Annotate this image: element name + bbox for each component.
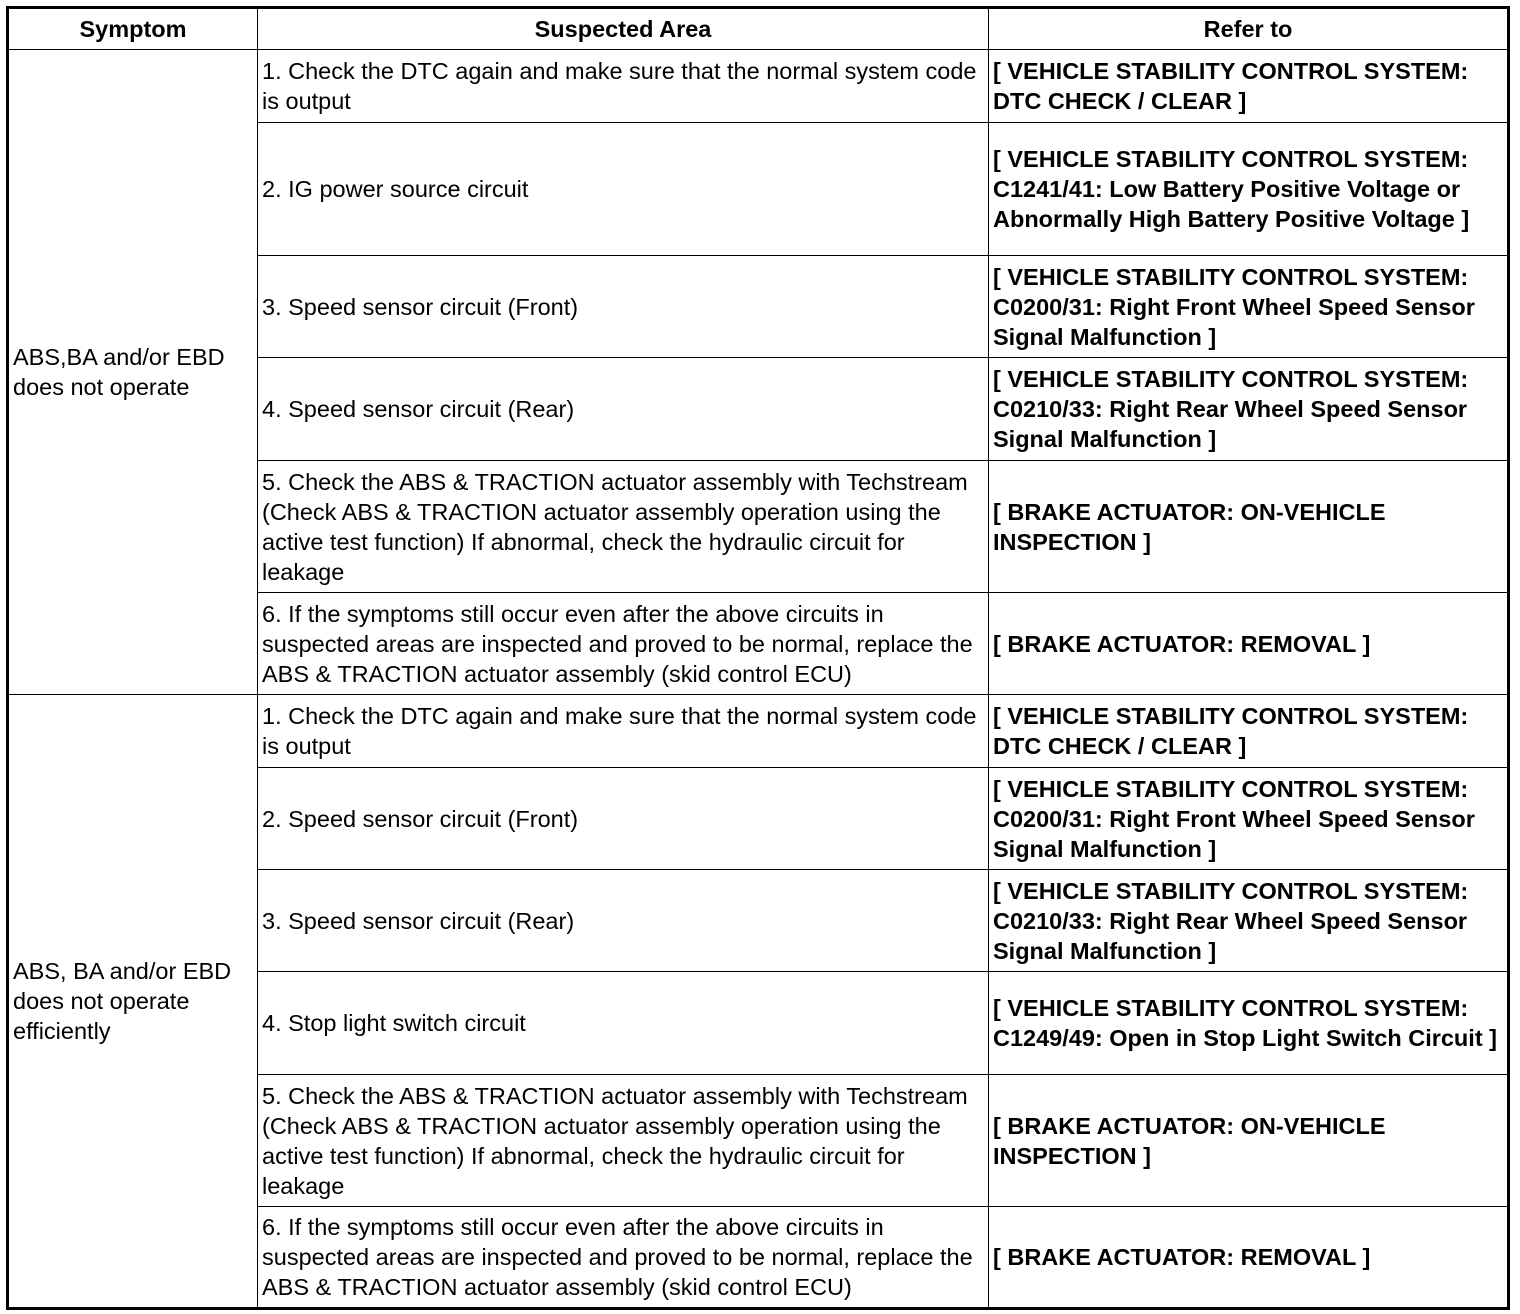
refer-to-link[interactable]: [ VEHICLE STABILITY CONTROL SYSTEM: C0210/33: Right Rear Wheel Speed Sensor Signal Malfunction ] — [989, 870, 1509, 972]
refer-to-link[interactable]: [ BRAKE ACTUATOR: ON-VEHICLE INSPECTION ] — [989, 1075, 1509, 1207]
refer-to-link[interactable]: [ BRAKE ACTUATOR: REMOVAL ] — [989, 593, 1509, 695]
header-refer-to: Refer to — [989, 8, 1509, 50]
symptom-cell: ABS,BA and/or EBD does not operate — [8, 50, 258, 695]
refer-to-link[interactable]: [ VEHICLE STABILITY CONTROL SYSTEM: C1241/41: Low Battery Positive Voltage or Abnormally High Battery Positive Voltage ] — [989, 123, 1509, 256]
suspected-area-cell: 3. Speed sensor circuit (Rear) — [258, 870, 989, 972]
refer-to-link[interactable]: [ VEHICLE STABILITY CONTROL SYSTEM: C0200/31: Right Front Wheel Speed Sensor Signal Malfunction ] — [989, 768, 1509, 870]
suspected-area-cell: 1. Check the DTC again and make sure that the normal system code is output — [258, 50, 989, 123]
refer-to-link[interactable]: [ BRAKE ACTUATOR: REMOVAL ] — [989, 1207, 1509, 1309]
table-header-row — [8, 8, 1509, 50]
header-symptom: Symptom — [8, 8, 258, 50]
suspected-area-cell: 2. Speed sensor circuit (Front) — [258, 768, 989, 870]
suspected-area-cell: 6. If the symptoms still occur even after the above circuits in suspected areas are inspected and proved to be normal, replace the ABS & TRACTION actuator assembly (skid control ECU) — [258, 1207, 989, 1309]
table-row — [8, 695, 1509, 768]
suspected-area-cell: 1. Check the DTC again and make sure that the normal system code is output — [258, 695, 989, 768]
suspected-area-cell: 5. Check the ABS & TRACTION actuator assembly with Techstream (Check ABS & TRACTION actuator assembly operation using the active test function) If abnormal, check the hydraulic circuit for leakage — [258, 1075, 989, 1207]
suspected-area-cell: 4. Speed sensor circuit (Rear) — [258, 358, 989, 461]
refer-to-link[interactable]: [ VEHICLE STABILITY CONTROL SYSTEM: DTC CHECK / CLEAR ] — [989, 50, 1509, 123]
suspected-area-cell: 4. Stop light switch circuit — [258, 972, 989, 1075]
refer-to-link[interactable]: [ BRAKE ACTUATOR: ON-VEHICLE INSPECTION ] — [989, 461, 1509, 593]
suspected-area-cell: 5. Check the ABS & TRACTION actuator assembly with Techstream (Check ABS & TRACTION actuator assembly operation using the active test function) If abnormal, check the hydraulic circuit for leakage — [258, 461, 989, 593]
suspected-area-cell: 6. If the symptoms still occur even after the above circuits in suspected areas are inspected and proved to be normal, replace the ABS & TRACTION actuator assembly (skid control ECU) — [258, 593, 989, 695]
header-suspected-area: Suspected Area — [258, 8, 989, 50]
table-row — [8, 50, 1509, 123]
refer-to-link[interactable]: [ VEHICLE STABILITY CONTROL SYSTEM: C0200/31: Right Front Wheel Speed Sensor Signal Malfunction ] — [989, 256, 1509, 358]
refer-to-link[interactable]: [ VEHICLE STABILITY CONTROL SYSTEM: C1249/49: Open in Stop Light Switch Circuit ] — [989, 972, 1509, 1075]
refer-to-link[interactable]: [ VEHICLE STABILITY CONTROL SYSTEM: C0210/33: Right Rear Wheel Speed Sensor Signal Malfunction ] — [989, 358, 1509, 461]
symptom-cell: ABS, BA and/or EBD does not operate efficiently — [8, 695, 258, 1309]
suspected-area-cell: 3. Speed sensor circuit (Front) — [258, 256, 989, 358]
refer-to-link[interactable]: [ VEHICLE STABILITY CONTROL SYSTEM: DTC CHECK / CLEAR ] — [989, 695, 1509, 768]
suspected-area-cell: 2. IG power source circuit — [258, 123, 989, 256]
diagnostic-table — [6, 6, 1510, 1310]
